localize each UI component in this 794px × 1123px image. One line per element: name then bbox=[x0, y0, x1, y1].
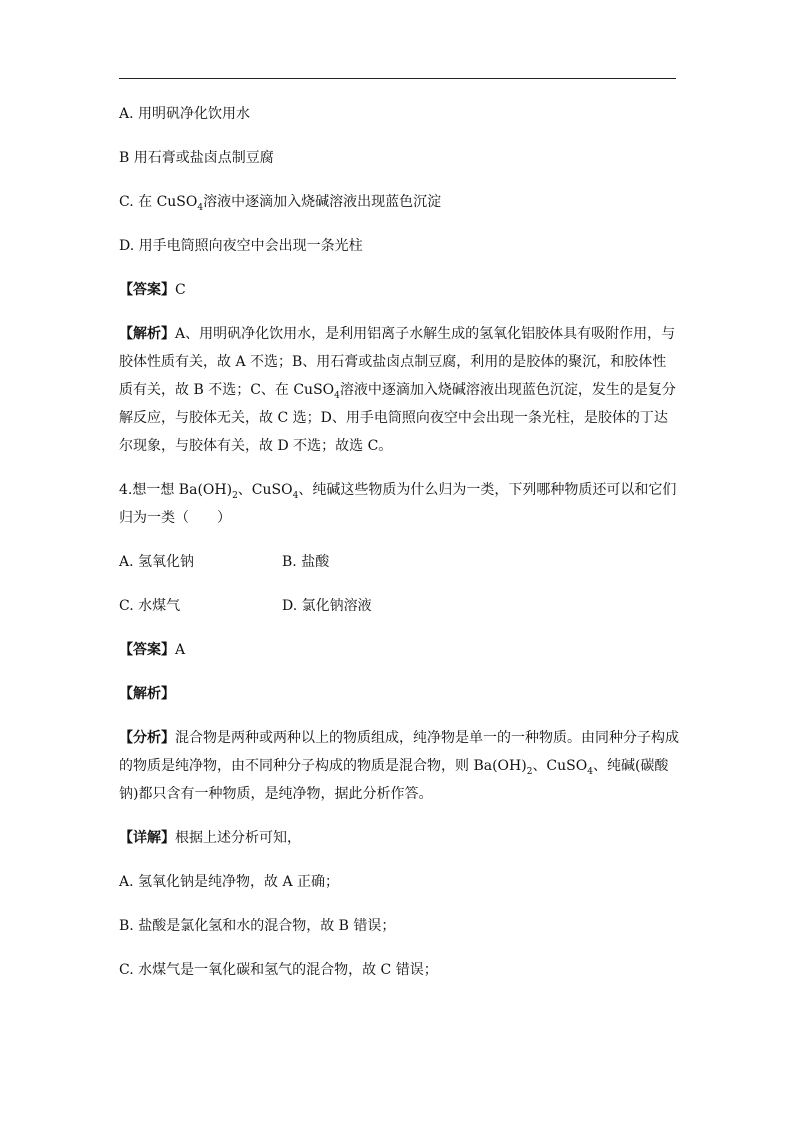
q3-answer-tag: 【答案】 bbox=[119, 282, 175, 298]
q3-answer bbox=[119, 276, 679, 304]
q4-analysis-heading bbox=[119, 680, 679, 708]
q4-option-b: B. 盐酸 bbox=[282, 554, 330, 570]
q4-fenxi-pre: 混合物是两种或两种以上的物质组成，纯净物是单一的一种物质。由同种分子构成的物质是纯净物，由不同种分子构成的物质是混合物，则 Ba(OH) bbox=[119, 730, 679, 774]
document-body bbox=[119, 100, 679, 1000]
q4-detail-b: B. 盐酸是氯化氢和水的混合物，故 B 错误； bbox=[119, 918, 396, 934]
q3-analysis-pre: A、用明矾净化饮用水，是利用铝离子水解生成的氢氧化铝胶体具有吸附作用，与胶体性质有关，故 A 不选；B、用石膏或盐卤点制豆腐，利用的是胶体的聚沉，和胶体性质有关，故 B 不选；C、在 CuSO bbox=[119, 326, 676, 398]
q4-option-c: C. 水煤气 bbox=[119, 598, 181, 614]
q4-stem-sub2: 4 bbox=[292, 490, 299, 501]
q3-analysis-tag: 【解析】 bbox=[119, 326, 175, 342]
q4-options-row-1 bbox=[119, 548, 679, 576]
q3-option-d: D. 用手电筒照向夜空中会出现一条光柱 bbox=[119, 238, 363, 254]
q4-answer-tag: 【答案】 bbox=[119, 642, 175, 658]
q4-options-row-2 bbox=[119, 592, 679, 620]
q3-option-c-pre: C. 在 CuSO bbox=[119, 194, 198, 210]
q4-xiangjie-tag: 【详解】 bbox=[119, 830, 175, 846]
q3-option-c-post: 溶液中逐滴加入烧碱溶液出现蓝色沉淀 bbox=[203, 194, 442, 210]
q4-option-d: D. 氯化钠溶液 bbox=[282, 598, 372, 614]
q4-fenxi bbox=[119, 724, 679, 808]
q3-analysis bbox=[119, 320, 679, 460]
q4-stem-mid: 、CuSO bbox=[237, 482, 293, 498]
q3-option-c-sub: 4 bbox=[197, 202, 204, 213]
q4-answer-value: A bbox=[175, 642, 186, 658]
q4-detail-c: C. 水煤气是一氧化碳和氢气的混合物，故 C 错误； bbox=[119, 962, 438, 978]
q4-fenxi-post: 、纯碱(碳酸钠)都只含有一种物质，是纯净物，据此分析作答。 bbox=[119, 758, 669, 802]
q4-stem-post: 、纯碱这些物质为什么归为一类，下列哪种物质还可以和它们归为一类（ ） bbox=[119, 482, 677, 526]
q4-xiangjie bbox=[119, 824, 679, 852]
q4-detail-a: A. 氢氧化钠是纯净物，故 A 正确； bbox=[119, 874, 340, 890]
q4-fenxi-sub1: 2 bbox=[526, 766, 533, 777]
q3-option-a: A. 用明矾净化饮用水 bbox=[119, 106, 251, 122]
q4-analysis-tag: 【解析】 bbox=[119, 686, 175, 702]
q3-analysis-post: 溶液中逐滴加入烧碱溶液出现蓝色沉淀，发生的是复分解反应，与胶体无关，故 C 选；D、用手电筒照向夜空中会出现一条光柱，是胶体的丁达尔现象，与胶体有关，故 D 不选；故选 C。 bbox=[119, 382, 676, 454]
q3-option-b: B 用石膏或盐卤点制豆腐 bbox=[119, 150, 274, 166]
q4-stem bbox=[119, 476, 679, 532]
q3-analysis-sub: 4 bbox=[334, 390, 340, 401]
q4-option-a: A. 氢氧化钠 bbox=[119, 554, 195, 570]
q4-fenxi-sub2: 4 bbox=[587, 766, 593, 777]
header-rule bbox=[119, 78, 676, 79]
q4-fenxi-tag: 【分析】 bbox=[119, 730, 175, 746]
q4-answer bbox=[119, 636, 679, 664]
q3-answer-value: C bbox=[175, 282, 186, 298]
q4-xiangjie-text: 根据上述分析可知， bbox=[175, 830, 301, 846]
q4-stem-sub1: 2 bbox=[232, 490, 238, 501]
q3-option-c bbox=[119, 188, 679, 216]
q4-fenxi-mid: 、CuSO bbox=[532, 758, 588, 774]
q4-stem-pre: 4.想一想 Ba(OH) bbox=[119, 482, 233, 498]
